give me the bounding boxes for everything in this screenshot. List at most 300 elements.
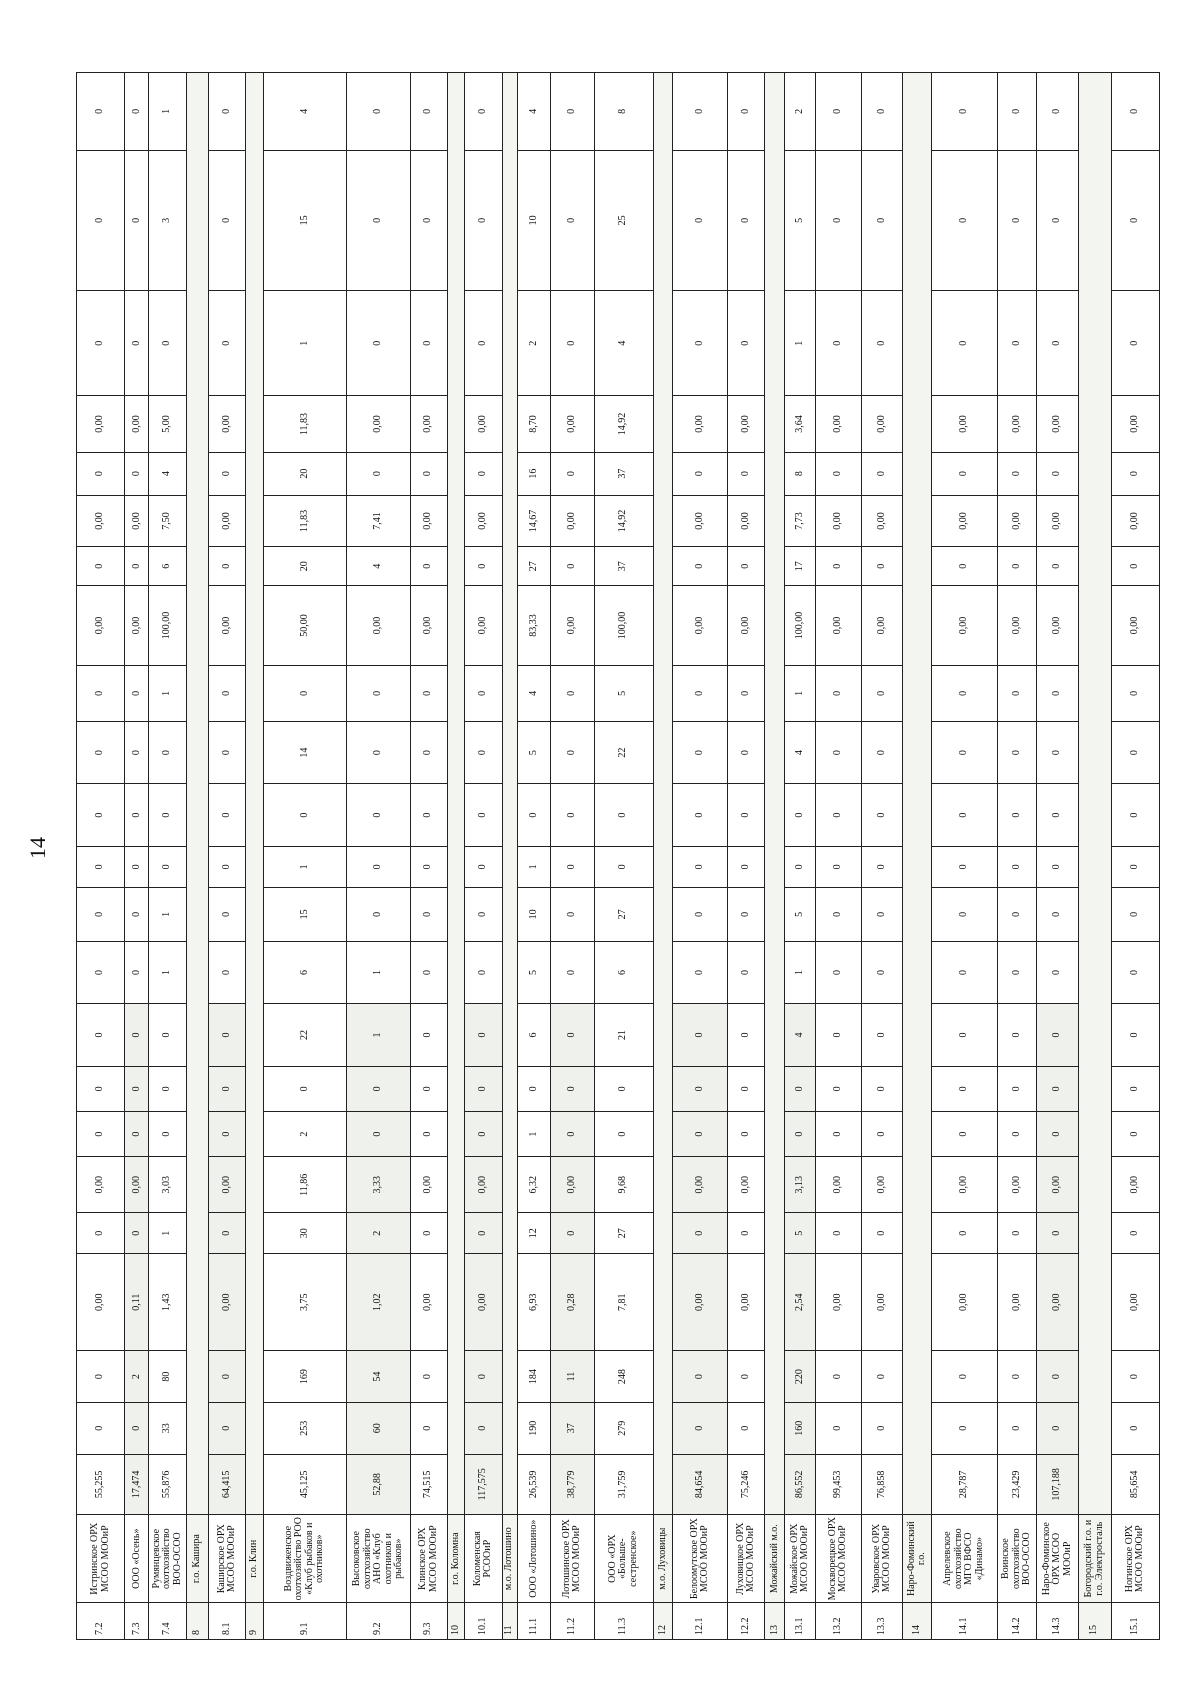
value-cell: 0 xyxy=(1111,73,1159,151)
value-cell: 0 xyxy=(815,1066,861,1111)
value-cell: 0 xyxy=(931,665,997,721)
value-cell: 0 xyxy=(997,1351,1036,1403)
value-cell: 2 xyxy=(347,1213,411,1254)
value-cell: 6 xyxy=(517,1004,550,1067)
value-cell: 0 xyxy=(347,73,411,151)
value-cell: 0,00 xyxy=(815,495,861,547)
value-cell: 0 xyxy=(465,1213,502,1254)
value-cell: 0 xyxy=(550,784,594,847)
value-cell: 0 xyxy=(1037,846,1079,887)
value-cell: 2 xyxy=(785,73,816,151)
value-cell: 0,00 xyxy=(673,495,728,547)
value-cell: 0 xyxy=(815,1402,861,1454)
value-cell: 0 xyxy=(815,941,861,1004)
value-cell: 0 xyxy=(410,1213,447,1254)
value-cell: 2 xyxy=(125,1351,149,1403)
table-row xyxy=(815,73,861,1640)
value-cell: 27 xyxy=(517,547,550,586)
value-cell: 0 xyxy=(997,1213,1036,1254)
section-name-cell: г.о. Коломна xyxy=(447,1515,465,1603)
value-cell: 0 xyxy=(673,150,728,290)
value-cell: 0 xyxy=(77,1066,125,1111)
value-cell: 80 xyxy=(149,1351,187,1403)
value-cell: 0 xyxy=(673,1066,728,1111)
value-cell: 0 xyxy=(594,784,653,847)
organization-name-cell: ООО «Осень» xyxy=(125,1515,149,1603)
value-cell: 5 xyxy=(785,887,816,941)
value-cell: 0 xyxy=(1111,452,1159,495)
value-cell: 0,00 xyxy=(465,396,502,452)
value-cell: 0 xyxy=(673,1213,728,1254)
value-cell: 0 xyxy=(931,784,997,847)
value-cell: 1 xyxy=(785,665,816,721)
value-cell: 0 xyxy=(594,1112,653,1157)
row-number-cell: 11 xyxy=(502,1603,517,1640)
value-cell: 0 xyxy=(931,1004,997,1067)
value-cell: 0 xyxy=(77,887,125,941)
value-cell: 6,32 xyxy=(517,1157,550,1213)
value-cell: 6,93 xyxy=(517,1254,550,1351)
value-cell: 45,125 xyxy=(263,1454,346,1514)
value-cell: 0,00 xyxy=(347,586,411,666)
value-cell: 0 xyxy=(465,1066,502,1111)
value-cell: 0 xyxy=(815,1004,861,1067)
row-number-cell: 12 xyxy=(653,1603,673,1640)
value-cell: 0,00 xyxy=(77,1254,125,1351)
value-cell: 0 xyxy=(125,452,149,495)
value-cell: 0 xyxy=(209,846,246,887)
value-cell: 0 xyxy=(861,73,903,151)
value-cell: 0,00 xyxy=(997,495,1036,547)
value-cell: 0 xyxy=(931,1066,997,1111)
value-cell: 2 xyxy=(263,1112,346,1157)
value-cell: 0 xyxy=(728,665,765,721)
value-cell: 14 xyxy=(263,721,346,784)
value-cell: 0 xyxy=(1111,941,1159,1004)
section-name-cell: м.о. Лотошино xyxy=(502,1515,517,1603)
value-cell: 0 xyxy=(861,452,903,495)
value-cell: 3,75 xyxy=(263,1254,346,1351)
row-number-cell: 7.3 xyxy=(125,1603,149,1640)
table-row xyxy=(997,73,1036,1640)
value-cell: 0 xyxy=(149,1112,187,1157)
value-cell: 1 xyxy=(347,1004,411,1067)
row-number-cell: 15 xyxy=(1078,1603,1111,1640)
organization-name-cell: ООО «ОРХ «Больше-сестренское» xyxy=(594,1515,653,1603)
value-cell: 0 xyxy=(861,1402,903,1454)
value-cell: 0 xyxy=(785,1112,816,1157)
value-cell: 0 xyxy=(861,887,903,941)
value-cell: 0 xyxy=(77,665,125,721)
value-cell: 0 xyxy=(673,1004,728,1067)
value-cell: 0 xyxy=(1037,887,1079,941)
value-cell: 1 xyxy=(347,941,411,1004)
value-cell: 0 xyxy=(550,721,594,784)
row-number-cell: 13 xyxy=(765,1603,785,1640)
organization-name-cell: Луховицкое ОРХ МСОО МООиР xyxy=(728,1515,765,1603)
value-cell: 0,00 xyxy=(728,1254,765,1351)
value-cell: 0 xyxy=(410,547,447,586)
value-cell: 184 xyxy=(517,1351,550,1403)
organization-name-cell: Клинское ОРХ МСОО МООиР xyxy=(410,1515,447,1603)
value-cell: 0,00 xyxy=(728,1157,765,1213)
value-cell: 22 xyxy=(263,1004,346,1067)
value-cell: 0 xyxy=(997,665,1036,721)
organization-name-cell: Высоковское охотхозяйство АНО «Клуб охотников и рыбаков» xyxy=(347,1515,411,1603)
value-cell: 279 xyxy=(594,1402,653,1454)
value-cell: 0 xyxy=(209,1402,246,1454)
value-cell: 0 xyxy=(931,150,997,290)
value-cell: 0,00 xyxy=(209,586,246,666)
value-cell: 0,00 xyxy=(410,1254,447,1351)
value-cell: 190 xyxy=(517,1402,550,1454)
value-cell: 86,552 xyxy=(785,1454,816,1514)
value-cell: 17 xyxy=(785,547,816,586)
value-cell: 0 xyxy=(1037,1004,1079,1067)
value-cell: 1 xyxy=(149,887,187,941)
value-cell: 0,00 xyxy=(673,1254,728,1351)
value-cell: 0 xyxy=(728,887,765,941)
value-cell: 0 xyxy=(1037,721,1079,784)
value-cell: 75,246 xyxy=(728,1454,765,1514)
value-cell: 0 xyxy=(785,1066,816,1111)
value-cell: 0,00 xyxy=(1111,396,1159,452)
value-cell: 0 xyxy=(1037,1066,1079,1111)
value-cell: 7,50 xyxy=(149,495,187,547)
value-cell: 0 xyxy=(931,887,997,941)
section-filler-cell xyxy=(246,73,264,1515)
value-cell: 2 xyxy=(517,290,550,396)
organization-name-cell: Москворецкое ОРХ МСОО МООиР xyxy=(815,1515,861,1603)
value-cell: 37 xyxy=(550,1402,594,1454)
value-cell: 0 xyxy=(410,452,447,495)
value-cell: 0 xyxy=(149,846,187,887)
value-cell: 0,28 xyxy=(550,1254,594,1351)
value-cell: 0 xyxy=(1037,665,1079,721)
value-cell: 4 xyxy=(517,665,550,721)
value-cell: 0 xyxy=(209,721,246,784)
value-cell: 0,00 xyxy=(861,396,903,452)
section-name-cell: м.о. Луховицы xyxy=(653,1515,673,1603)
value-cell: 7,81 xyxy=(594,1254,653,1351)
value-cell: 5 xyxy=(785,150,816,290)
organization-name-cell: ООО «Лотошино» xyxy=(517,1515,550,1603)
value-cell: 0,00 xyxy=(410,586,447,666)
row-number-cell: 11.2 xyxy=(550,1603,594,1640)
value-cell: 0 xyxy=(728,721,765,784)
value-cell: 0 xyxy=(209,665,246,721)
row-number-cell: 7.2 xyxy=(77,1603,125,1640)
organization-name-cell: Белоомутское ОРХ МСОО МООиР xyxy=(673,1515,728,1603)
value-cell: 0,00 xyxy=(550,396,594,452)
value-cell: 0 xyxy=(77,1112,125,1157)
value-cell: 0 xyxy=(673,547,728,586)
organization-name-cell: Лотошинское ОРХ МСОО МООиР xyxy=(550,1515,594,1603)
value-cell: 0,00 xyxy=(861,495,903,547)
value-cell: 0 xyxy=(1111,1004,1159,1067)
value-cell: 0 xyxy=(263,665,346,721)
value-cell: 0 xyxy=(861,1066,903,1111)
section-row xyxy=(765,73,785,1640)
value-cell: 14,92 xyxy=(594,495,653,547)
value-cell: 0 xyxy=(347,290,411,396)
value-cell: 0 xyxy=(77,1004,125,1067)
value-cell: 0,00 xyxy=(77,396,125,452)
value-cell: 0 xyxy=(931,941,997,1004)
value-cell: 0 xyxy=(1037,73,1079,151)
value-cell: 107,188 xyxy=(1037,1454,1079,1514)
value-cell: 0,00 xyxy=(931,586,997,666)
value-cell: 3,33 xyxy=(347,1157,411,1213)
value-cell: 14,67 xyxy=(517,495,550,547)
organization-name-cell: Уваровское ОРХ МСОО МООиР xyxy=(861,1515,903,1603)
value-cell: 10 xyxy=(517,887,550,941)
value-cell: 0 xyxy=(1037,1351,1079,1403)
value-cell: 0 xyxy=(728,1112,765,1157)
section-row xyxy=(502,73,517,1640)
value-cell: 0 xyxy=(77,547,125,586)
value-cell: 0 xyxy=(997,1112,1036,1157)
value-cell: 0 xyxy=(997,846,1036,887)
row-number-cell: 9.3 xyxy=(410,1603,447,1640)
section-filler-cell xyxy=(653,73,673,1515)
value-cell: 0 xyxy=(209,1112,246,1157)
value-cell: 169 xyxy=(263,1351,346,1403)
value-cell: 50,00 xyxy=(263,586,346,666)
section-row xyxy=(187,73,209,1640)
row-number-cell: 8 xyxy=(187,1603,209,1640)
value-cell: 0 xyxy=(997,941,1036,1004)
value-cell: 0,00 xyxy=(861,1157,903,1213)
value-cell: 0 xyxy=(997,452,1036,495)
value-cell: 0 xyxy=(347,665,411,721)
value-cell: 4 xyxy=(347,547,411,586)
value-cell: 0 xyxy=(410,73,447,151)
value-cell: 0 xyxy=(347,150,411,290)
value-cell: 0 xyxy=(673,887,728,941)
value-cell: 0,00 xyxy=(465,495,502,547)
value-cell: 0 xyxy=(347,784,411,847)
value-cell: 0 xyxy=(931,846,997,887)
value-cell: 0 xyxy=(465,547,502,586)
value-cell: 0,00 xyxy=(1111,586,1159,666)
table-row xyxy=(517,73,550,1640)
value-cell: 0,00 xyxy=(1111,1157,1159,1213)
value-cell: 0,00 xyxy=(673,586,728,666)
value-cell: 5 xyxy=(517,941,550,1004)
organization-name-cell: Воздвиженское охотхозяйство РОО «Клуб рыбаков и охотников» xyxy=(263,1515,346,1603)
value-cell: 0 xyxy=(997,1004,1036,1067)
value-cell: 0 xyxy=(673,1351,728,1403)
value-cell: 0,00 xyxy=(997,586,1036,666)
organization-name-cell: Апрелевское охотхозяйство МГО ВФСО «Динамо» xyxy=(931,1515,997,1603)
value-cell: 0 xyxy=(410,1351,447,1403)
section-filler-cell xyxy=(502,73,517,1515)
value-cell: 20 xyxy=(263,452,346,495)
value-cell: 0 xyxy=(861,1112,903,1157)
value-cell: 0 xyxy=(931,290,997,396)
value-cell: 76,858 xyxy=(861,1454,903,1514)
value-cell: 0 xyxy=(1037,941,1079,1004)
value-cell: 0 xyxy=(410,665,447,721)
value-cell: 0,00 xyxy=(997,1157,1036,1213)
value-cell: 0 xyxy=(997,290,1036,396)
value-cell: 100,00 xyxy=(149,586,187,666)
value-cell: 0,00 xyxy=(1037,1157,1079,1213)
value-cell: 0 xyxy=(1037,784,1079,847)
value-cell: 0,00 xyxy=(550,586,594,666)
value-cell: 0 xyxy=(410,941,447,1004)
value-cell: 3,03 xyxy=(149,1157,187,1213)
value-cell: 0 xyxy=(465,73,502,151)
value-cell: 0,00 xyxy=(77,1157,125,1213)
value-cell: 0 xyxy=(673,846,728,887)
value-cell: 7,73 xyxy=(785,495,816,547)
section-filler-cell xyxy=(765,73,785,1515)
value-cell: 0 xyxy=(209,887,246,941)
value-cell: 0,00 xyxy=(125,586,149,666)
value-cell: 0 xyxy=(728,1004,765,1067)
row-number-cell: 14.2 xyxy=(997,1603,1036,1640)
value-cell: 54 xyxy=(347,1351,411,1403)
value-cell: 0 xyxy=(815,784,861,847)
value-cell: 0 xyxy=(815,547,861,586)
value-cell: 0 xyxy=(997,1402,1036,1454)
value-cell: 0 xyxy=(673,784,728,847)
value-cell: 6 xyxy=(149,547,187,586)
value-cell: 117,575 xyxy=(465,1454,502,1514)
data-table xyxy=(76,72,1160,1640)
value-cell: 0 xyxy=(815,452,861,495)
value-cell: 0 xyxy=(347,887,411,941)
value-cell: 0 xyxy=(728,846,765,887)
value-cell: 0 xyxy=(931,1213,997,1254)
value-cell: 11,83 xyxy=(263,495,346,547)
value-cell: 17,474 xyxy=(125,1454,149,1514)
organization-name-cell: Ногинское ОРХ МСОО МООиР xyxy=(1111,1515,1159,1603)
section-name-cell: г.о. Кашира xyxy=(187,1515,209,1603)
value-cell: 0 xyxy=(209,1213,246,1254)
value-cell: 0 xyxy=(931,721,997,784)
value-cell: 0 xyxy=(465,290,502,396)
value-cell: 1 xyxy=(517,1112,550,1157)
table-row xyxy=(931,73,997,1640)
value-cell: 0 xyxy=(861,547,903,586)
table-row xyxy=(347,73,411,1640)
value-cell: 0 xyxy=(931,1351,997,1403)
value-cell: 6 xyxy=(594,941,653,1004)
value-cell: 0,00 xyxy=(931,495,997,547)
value-cell: 0 xyxy=(1037,1213,1079,1254)
value-cell: 31,759 xyxy=(594,1454,653,1514)
value-cell: 0,00 xyxy=(673,1157,728,1213)
value-cell: 0 xyxy=(728,1351,765,1403)
value-cell: 0 xyxy=(149,721,187,784)
section-name-cell: Богородский г.о. и г.о. Электросталь xyxy=(1078,1515,1111,1603)
section-filler-cell xyxy=(447,73,465,1515)
value-cell: 0,00 xyxy=(931,1254,997,1351)
value-cell: 0 xyxy=(550,1213,594,1254)
value-cell: 0 xyxy=(465,1112,502,1157)
value-cell: 0 xyxy=(209,784,246,847)
table-row xyxy=(410,73,447,1640)
value-cell: 0 xyxy=(594,846,653,887)
value-cell: 0,00 xyxy=(997,396,1036,452)
value-cell: 0 xyxy=(861,721,903,784)
value-cell: 64,415 xyxy=(209,1454,246,1514)
value-cell: 0,00 xyxy=(1037,495,1079,547)
value-cell: 0 xyxy=(77,73,125,151)
value-cell: 7,41 xyxy=(347,495,411,547)
table-row xyxy=(594,73,653,1640)
value-cell: 0 xyxy=(465,1004,502,1067)
value-cell: 0 xyxy=(785,784,816,847)
value-cell: 0 xyxy=(263,784,346,847)
value-cell: 0 xyxy=(465,721,502,784)
value-cell: 0 xyxy=(861,1351,903,1403)
value-cell: 0 xyxy=(594,1066,653,1111)
value-cell: 0 xyxy=(673,721,728,784)
value-cell: 0 xyxy=(125,1004,149,1067)
organization-name-cell: Каширское ОРХ МСОО МООиР xyxy=(209,1515,246,1603)
value-cell: 11,86 xyxy=(263,1157,346,1213)
value-cell: 0 xyxy=(1037,150,1079,290)
value-cell: 1 xyxy=(263,290,346,396)
value-cell: 0 xyxy=(861,290,903,396)
section-row xyxy=(653,73,673,1640)
value-cell: 0,00 xyxy=(728,396,765,452)
value-cell: 0 xyxy=(1111,1112,1159,1157)
value-cell: 0 xyxy=(209,73,246,151)
value-cell: 55,255 xyxy=(77,1454,125,1514)
value-cell: 0 xyxy=(728,73,765,151)
value-cell: 83,33 xyxy=(517,586,550,666)
value-cell: 0 xyxy=(347,1112,411,1157)
value-cell: 0 xyxy=(77,452,125,495)
section-row xyxy=(447,73,465,1640)
value-cell: 0 xyxy=(125,784,149,847)
value-cell: 0 xyxy=(1037,290,1079,396)
value-cell: 220 xyxy=(785,1351,816,1403)
value-cell: 1 xyxy=(149,1213,187,1254)
value-cell: 1 xyxy=(785,290,816,396)
table-row xyxy=(125,73,149,1640)
value-cell: 0,00 xyxy=(347,396,411,452)
value-cell: 1 xyxy=(149,665,187,721)
value-cell: 0,00 xyxy=(209,495,246,547)
section-filler-cell xyxy=(903,73,931,1515)
value-cell: 0 xyxy=(410,1066,447,1111)
value-cell: 248 xyxy=(594,1351,653,1403)
row-number-cell: 14.1 xyxy=(931,1603,997,1640)
row-number-cell: 13.2 xyxy=(815,1603,861,1640)
value-cell: 0 xyxy=(728,1066,765,1111)
value-cell: 0 xyxy=(550,665,594,721)
organization-name-cell: Румянцевское охотхозяйство ВОО-ОСОО xyxy=(149,1515,187,1603)
value-cell: 0 xyxy=(347,452,411,495)
value-cell: 55,876 xyxy=(149,1454,187,1514)
row-number-cell: 9.2 xyxy=(347,1603,411,1640)
value-cell: 0,00 xyxy=(1037,586,1079,666)
value-cell: 0 xyxy=(209,941,246,1004)
value-cell: 0 xyxy=(347,1066,411,1111)
section-name-cell: г.о. Клин xyxy=(246,1515,264,1603)
value-cell: 0 xyxy=(1111,887,1159,941)
value-cell: 0 xyxy=(550,887,594,941)
value-cell: 0 xyxy=(347,846,411,887)
value-cell: 0 xyxy=(673,73,728,151)
section-filler-cell xyxy=(187,73,209,1515)
